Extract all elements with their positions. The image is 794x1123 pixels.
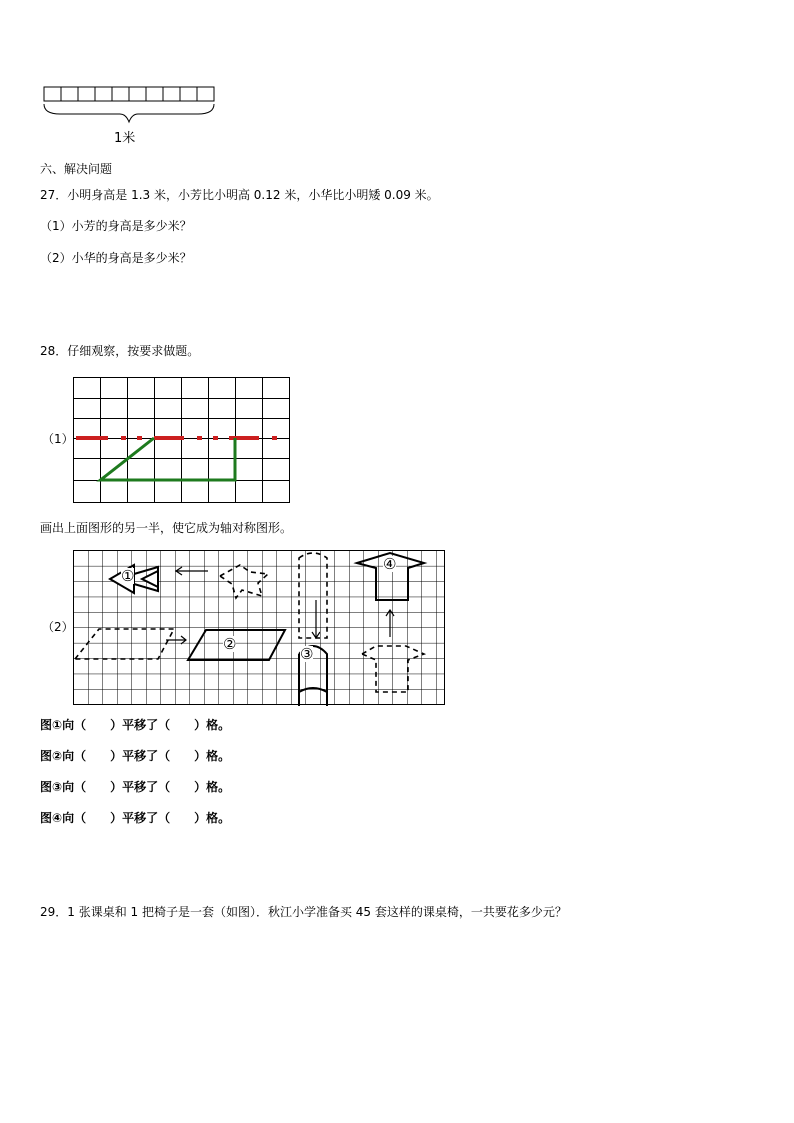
q27-sub2: （2）小华的身高是多少米？ bbox=[40, 251, 192, 265]
q27-sub1: （1）小芳的身高是多少米？ bbox=[40, 219, 192, 233]
q28-instruction: 画出上面图形的另一半，使它成为轴对称图形。 bbox=[40, 521, 293, 535]
q28-stem: 28．仔细观察，按要求做题。 bbox=[40, 344, 200, 358]
ruler-label: 1米 bbox=[114, 131, 136, 146]
section-title: 六、解决问题 bbox=[40, 162, 113, 176]
meter-ruler bbox=[40, 84, 220, 134]
q28-part2-label: （2） bbox=[42, 620, 74, 634]
shape-label-4: ④ bbox=[383, 555, 397, 573]
q29-stem: 29．1 张课桌和 1 把椅子是一套（如图）．秋江小学准备买 45 套这样的课桌椅，一共要花多少元？ bbox=[40, 905, 567, 919]
q28-part1-label: （1） bbox=[42, 432, 74, 446]
shape-label-1: ① bbox=[121, 567, 135, 585]
answer-line-1: 图①向（ ）平移了（ ）格。 bbox=[40, 718, 231, 732]
answer-line-2: 图②向（ ）平移了（ ）格。 bbox=[40, 749, 231, 763]
symmetry-grid bbox=[72, 376, 292, 506]
q27-stem: 27．小明身高是 1.3 米，小芳比小明高 0.12 米，小华比小明矮 0.09 米。 bbox=[40, 188, 439, 202]
answer-line-4: 图④向（ ）平移了（ ）格。 bbox=[40, 811, 231, 825]
shape-label-3: ③ bbox=[300, 645, 314, 663]
answer-line-3: 图③向（ ）平移了（ ）格。 bbox=[40, 780, 231, 794]
shape-label-2: ② bbox=[223, 635, 237, 653]
